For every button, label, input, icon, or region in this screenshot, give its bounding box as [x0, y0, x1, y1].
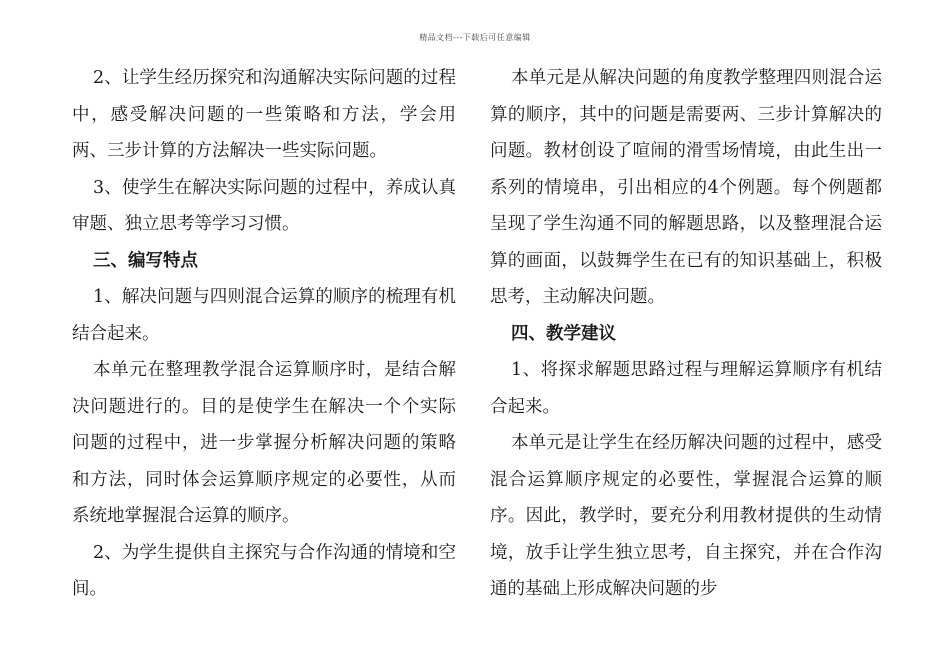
paragraph-feature-2: 2、为学生提供自主探究与合作沟通的情境和空间。 — [72, 542, 456, 599]
paragraph-goal-3: 3、使学生在解决实际问题的过程中，养成认真审题、独立思考等学习习惯。 — [72, 177, 456, 234]
paragraph-feature-1-body: 本单元在整理教学混合运算顺序时，是结合解决问题进行的。目的是使学生在解决一个个实际问题的过程中，进一步掌握分析解决问题的策略和方法，同时体会运算顺序规定的必要性，从而系统地掌握混合运算的顺序。 — [72, 360, 456, 526]
paragraph-feature-1: 1、解决问题与四则混合运算的顺序的梳理有机结合起来。 — [72, 287, 456, 344]
page-header: 精品文档---下载后可任意编辑 — [419, 33, 531, 42]
right-column — [490, 60, 882, 608]
left-column — [72, 60, 456, 608]
paragraph-goal-2: 2、让学生经历探究和沟通解决实际问题的过程中，感受解决问题的一些策略和方法，学会用两、三步计算的方法解决一些实际问题。 — [72, 68, 456, 161]
paragraph-feature-2-body: 本单元是从解决问题的角度教学整理四则混合运算的顺序，其中的问题是需要两、三步计算解决的问题。教材创设了喧闹的滑雪场情境，由此生出一系列的情境串，引出相应的4个例题。每个例题都呈现了学生沟通不同的解题思路，以及整理混合运算的画面，以鼓舞学生在已有的知识基础上，积极思考，主动解决问题。 — [490, 68, 882, 307]
paragraph-suggestion-1-body: 本单元是让学生在经历解决问题的过程中，感受混合运算顺序规定的必要性，掌握混合运算的顺序。因此，教学时，要充分利用教材提供的生动情境，放手让学生独立思考，自主探究，并在合作沟通的基础上形成解决问题的步 — [490, 433, 882, 599]
section-heading-features: 三、编写特点 — [93, 250, 198, 271]
paragraph-suggestion-1: 1、将探求解题思路过程与理解运算顺序有机结合起来。 — [490, 360, 882, 417]
section-heading-suggestions: 四、教学建议 — [511, 323, 616, 344]
